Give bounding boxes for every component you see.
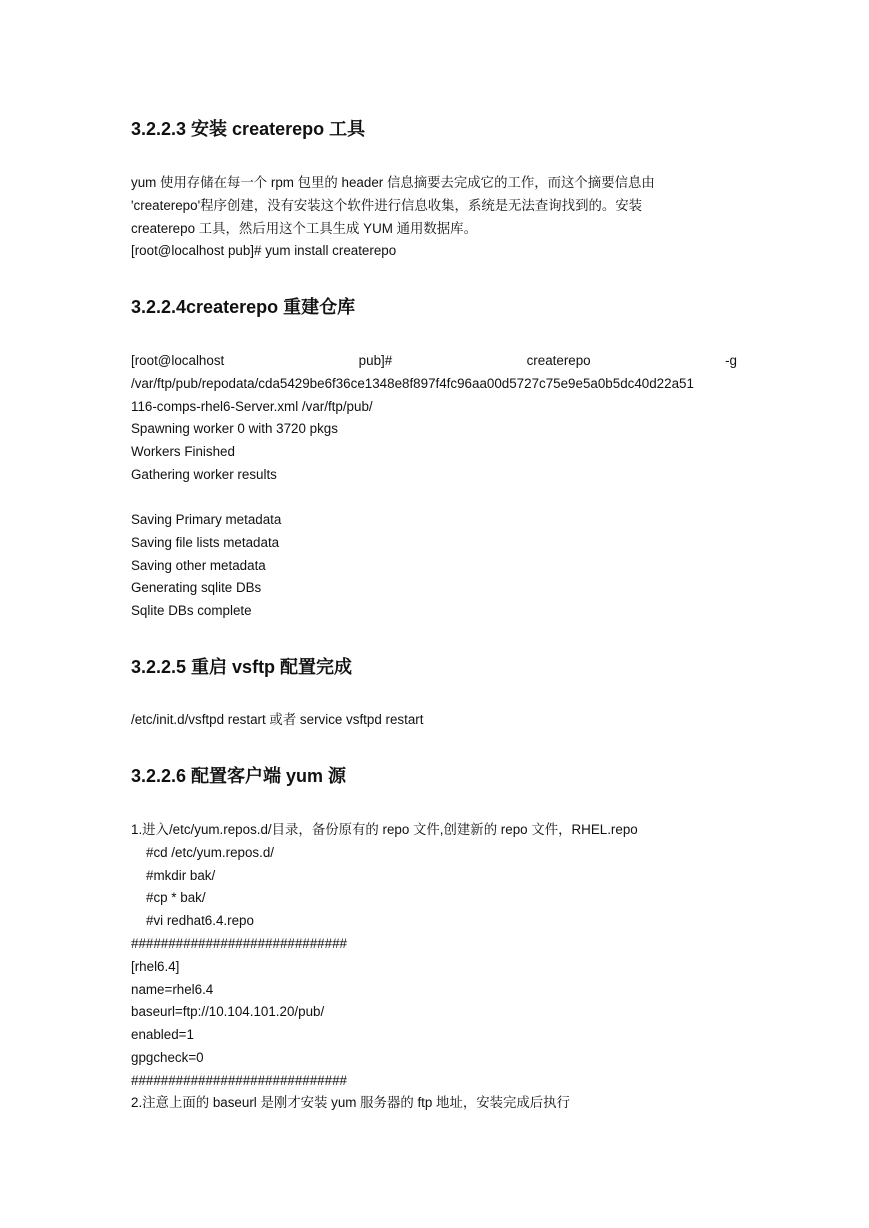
output-line: Sqlite DBs complete (131, 603, 252, 618)
paragraph-line: 'createrepo'程序创建，没有安装这个软件进行信息收集，系统是无法查询找到的。安装 (131, 198, 643, 213)
section-heading-restart-vsftp: 3.2.2.5 重启 vsftp 配置完成 (131, 657, 353, 677)
command-line: 116-comps-rhel6-Server.xml /var/ftp/pub/ (131, 399, 373, 414)
paragraph-line: yum 使用存储在每一个 rpm 包里的 header 信息摘要去完成它的工作，而这个摘要信息由 (131, 175, 655, 190)
command-line: /etc/init.d/vsftpd restart 或者 service vsftpd restart (131, 712, 424, 727)
command-token: pub]# (358, 353, 393, 368)
output-line: Spawning worker 0 with 3720 pkgs (131, 421, 338, 436)
output-line: Saving other metadata (131, 558, 266, 573)
command-line: /var/ftp/pub/repodata/cda5429be6f36ce1348e8f897f4fc96aa00d5727c75e9e5a0b5dc40d22a51 (131, 376, 694, 391)
output-line: Generating sqlite DBs (131, 580, 262, 595)
command-line: [root@localhost pub]# yum install createrepo (131, 243, 397, 258)
separator-line: ############################# (131, 1073, 347, 1088)
command-line: #vi redhat6.4.repo (146, 913, 254, 928)
command-token: createrepo (526, 353, 591, 368)
step-line: 2.注意上面的 baseurl 是刚才安装 yum 服务器的 ftp 地址，安装完成后执行 (131, 1095, 570, 1110)
output-line: Workers Finished (131, 444, 235, 459)
repo-config-line: baseurl=ftp://10.104.101.20/pub/ (131, 1004, 325, 1019)
section-heading-createrepo-rebuild: 3.2.2.4createrepo 重建仓库 (131, 297, 356, 317)
step-line: 1.进入/etc/yum.repos.d/目录，备份原有的 repo 文件,创建新的 repo 文件，RHEL.repo (131, 822, 638, 837)
output-line: Saving file lists metadata (131, 535, 280, 550)
section-heading-install-createrepo: 3.2.2.3 安装 createrepo 工具 (131, 119, 366, 139)
output-line: Gathering worker results (131, 467, 277, 482)
output-line: Saving Primary metadata (131, 512, 282, 527)
command-line: #cd /etc/yum.repos.d/ (146, 845, 275, 860)
repo-config-line: enabled=1 (131, 1027, 194, 1042)
section-heading-client-yum-source: 3.2.2.6 配置客户端 yum 源 (131, 766, 347, 786)
command-token: -g (725, 353, 737, 368)
repo-config-line: gpgcheck=0 (131, 1050, 204, 1065)
command-line-justified (131, 352, 737, 370)
repo-config-line: name=rhel6.4 (131, 982, 214, 997)
command-token: [root@localhost (131, 353, 225, 368)
separator-line: ############################# (131, 936, 347, 951)
command-line: #mkdir bak/ (146, 868, 216, 883)
paragraph-line: createrepo 工具，然后用这个工具生成 YUM 通用数据库。 (131, 221, 477, 236)
command-line: #cp * bak/ (146, 890, 206, 905)
repo-config-line: [rhel6.4] (131, 959, 180, 974)
